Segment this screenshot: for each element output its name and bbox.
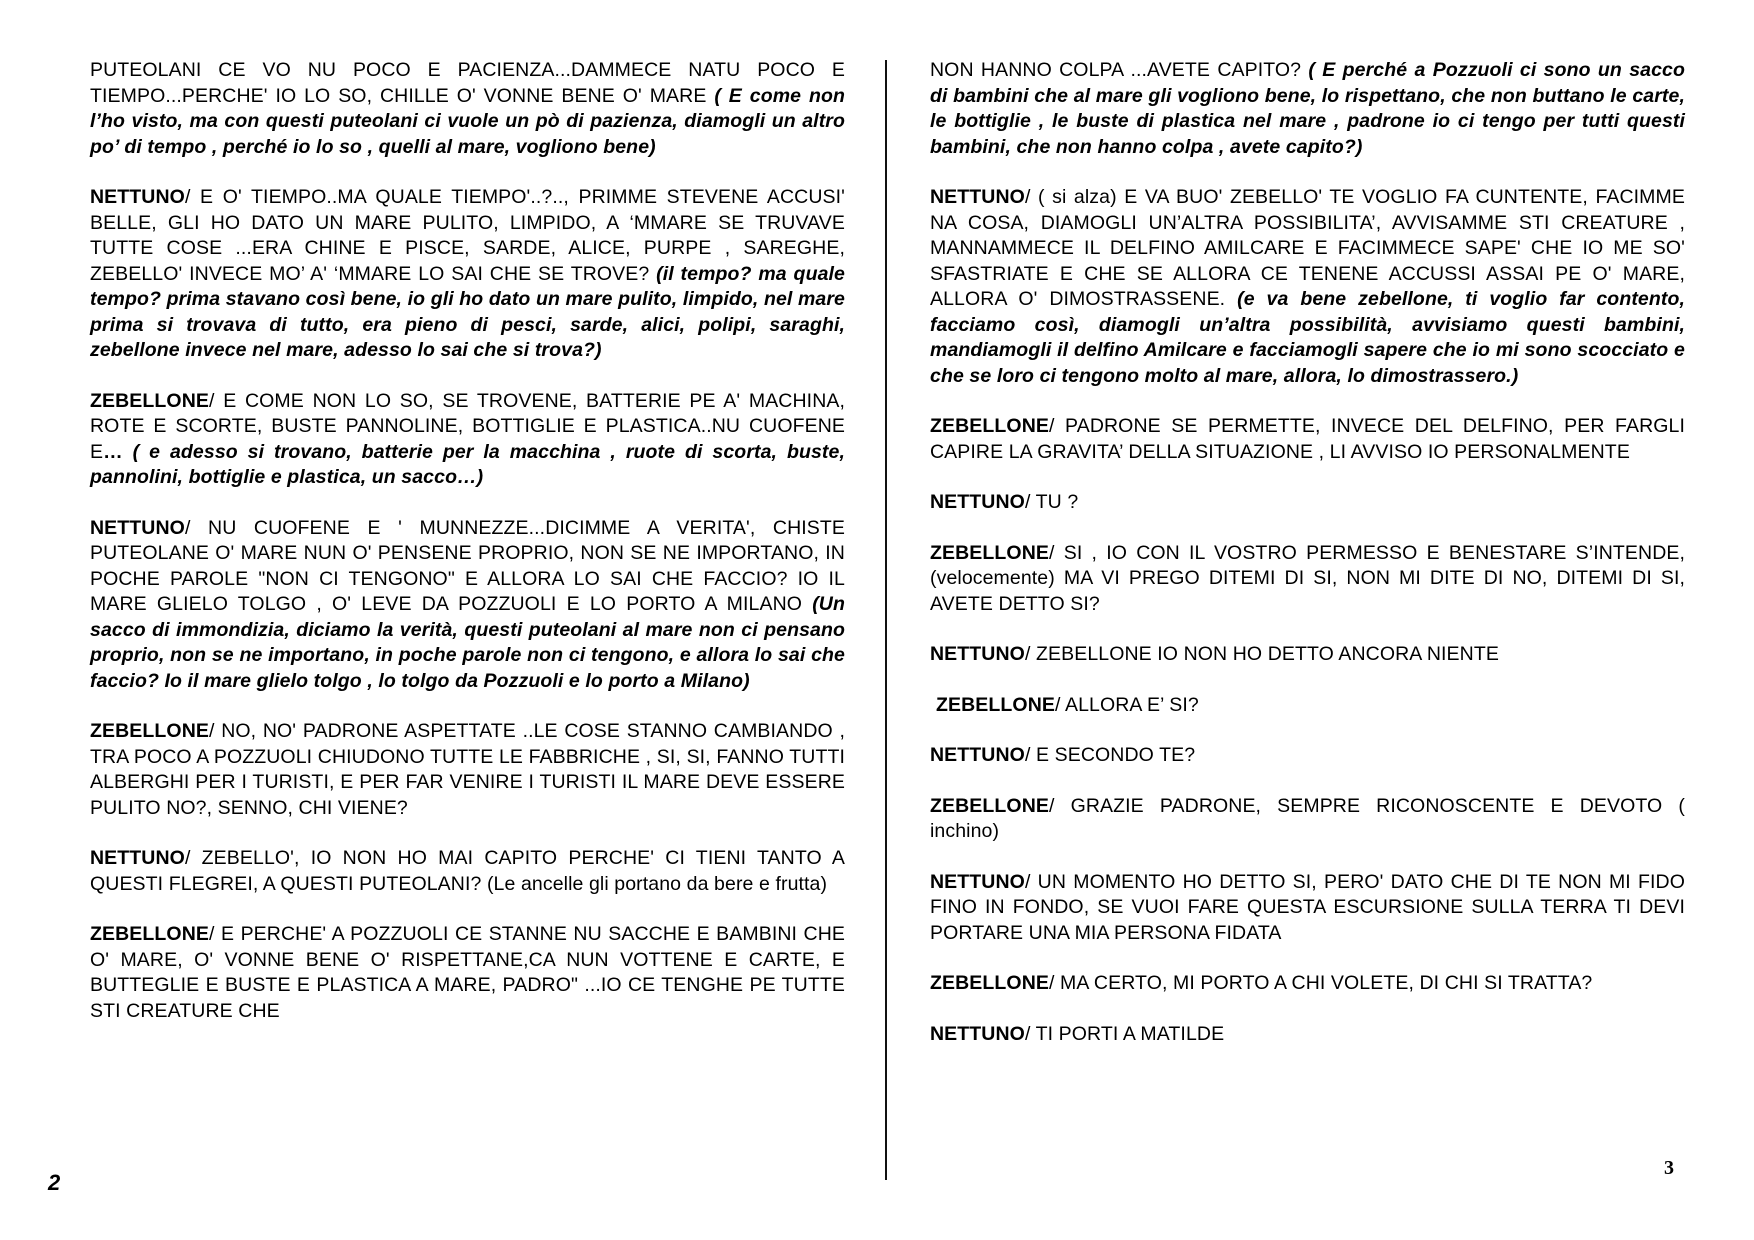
column-divider	[885, 60, 887, 1180]
speaker-name: NETTUNO	[930, 491, 1025, 513]
dialogue-text: / TI PORTI A MATILDE	[1024, 1022, 1225, 1045]
dialogue-text: /	[1024, 186, 1038, 208]
speaker-name: ZEBELLONE	[936, 693, 1055, 716]
dialogue-text: / E PERCHE' A POZZUOLI CE STANNE NU SACCHE E BAMBINI CHE O' MARE, O' VONNE BENE O' RISPETTANE,CA NUN VOTTENE E CARTE, E BUTTEGLIE E BUSTE E PLASTICA A MARE, PADRO" ...IO CE TENGHE PE TUTTE STI CREATURE CHE	[90, 923, 845, 1022]
speaker-name: NETTUNO	[930, 643, 1025, 665]
dialogue-text: PUTEOLANI CE VO NU POCO E PACIENZA...DAMMECE NATU POCO E TIEMPO...PERCHE' IO LO SO, CHILLE O' VONNE BENE O' MARE	[90, 59, 845, 107]
script-paragraph	[930, 642, 1685, 668]
italian-translation: ( E come non l’ho visto, ma con questi puteolani ci vuole un pò di pazienza, diamogli un altro po’ di tempo , perché io lo so , quelli al mare, vogliono bene)	[90, 84, 845, 158]
speaker-name: NETTUNO	[90, 847, 185, 869]
script-paragraph	[930, 971, 1685, 997]
script-paragraph	[90, 58, 845, 160]
speaker-name: ZEBELLONE	[90, 923, 209, 945]
script-paragraph	[930, 185, 1685, 389]
stage-direction: ( si alza)	[1038, 186, 1117, 208]
speaker-name: ZEBELLONE	[930, 415, 1049, 437]
dialogue-text: / PADRONE SE PERMETTE, INVECE DEL DELFINO, PER FARGLI CAPIRE LA GRAVITA’ DELLA SITUAZIONE , LI AVVISO IO PERSONALMENTE	[930, 415, 1685, 463]
script-paragraph	[930, 414, 1685, 465]
dialogue-text: / ALLORA E’ SI?	[1055, 693, 1199, 716]
script-paragraph	[90, 846, 845, 897]
italian-translation: (e va bene zebellone, ti voglio far contento, facciamo così, diamogli un’altra possibilità, avvisiamo questi bambini, mandiamogli il delfino Amilcare e facciamogli sapere che io mi sono scocciato e che se loro ci tengono molto al mare, allora, lo dimostrassero.)	[930, 288, 1685, 387]
speaker-name: ZEBELLONE	[90, 720, 209, 742]
left-page-column	[90, 58, 845, 1049]
dialogue-text: / E SECONDO TE?	[1024, 744, 1196, 766]
italian-translation: ( e adesso si trovano, batterie per la macchina , ruote di scorta, buste, pannolini, bottiglie e plastica, un sacco…)	[90, 440, 845, 488]
script-paragraph	[930, 743, 1685, 769]
script-paragraph	[930, 490, 1685, 516]
dialogue-text: / UN MOMENTO HO DETTO SI, PERO' DATO CHE DI TE NON MI FIDO FINO IN FONDO, SE VUOI FARE QUESTA ESCURSIONE SULLA TERRA TI DEVI PORTARE UNA MIA PERSONA FIDATA	[930, 870, 1685, 944]
script-paragraph	[90, 389, 845, 491]
speaker-name: NETTUNO	[930, 744, 1025, 766]
script-paragraph	[930, 870, 1685, 947]
script-paragraph	[930, 693, 1685, 719]
script-paragraph	[930, 541, 1685, 618]
speaker-name: NETTUNO	[930, 1022, 1025, 1045]
dialogue-text: / ZEBELLONE IO NON HO DETTO ANCORA NIENTE	[1024, 643, 1499, 665]
italian-translation: (Un sacco di immondizia, diciamo la verità, questi puteolani al mare non ci pensano proprio, non se ne importano, in poche parole non ci tengono, e allora lo sai che faccio? Io il mare glielo tolgo , lo tolgo da Pozzuoli e lo porto a Milano)	[90, 593, 845, 692]
speaker-name: ZEBELLONE	[930, 972, 1049, 994]
script-paragraph	[930, 58, 1685, 160]
script-paragraph	[90, 719, 845, 821]
dialogue-text: MA VI PREGO DITEMI DI SI, NON MI DITE DI NO, DITEMI DI SI, AVETE DETTO SI?	[930, 567, 1685, 615]
speaker-name: NETTUNO	[90, 516, 185, 539]
right-page-column	[930, 58, 1685, 1072]
stage-direction: (velocemente)	[930, 567, 1055, 589]
page-number-right: 3	[1664, 1157, 1674, 1179]
dialogue-text: / SI , IO CON IL VOSTRO PERMESSO E BENESTARE S’INTENDE,	[1049, 541, 1685, 564]
dialogue-text: NON HANNO COLPA ...AVETE CAPITO?	[930, 59, 1309, 81]
script-paragraph	[90, 185, 845, 364]
speaker-name: ZEBELLONE	[930, 541, 1049, 564]
ellipsis: …	[103, 440, 123, 463]
speaker-name: NETTUNO	[930, 186, 1025, 208]
script-paragraph	[930, 794, 1685, 845]
dialogue-text: / NU CUOFENE E ' MUNNEZZE...DICIMME A VERITA', CHISTE PUTEOLANE O' MARE NUN O' PENSENE PROPRIO, NON SE NE IMPORTANO, IN POCHE PAROLE "NON CI TENGONO" E ALLORA LO SAI CHE FACCIO? IO IL MARE GLIELO TOLGO , O' LEVE DA POZZUOLI E LO PORTO A MILANO	[90, 516, 845, 615]
stage-direction: (Le ancelle gli portano da bere e frutta)	[486, 872, 828, 895]
speaker-name: ZEBELLONE	[930, 794, 1049, 817]
page-number-left: 2	[48, 1170, 61, 1195]
stage-direction: ( inchino)	[930, 794, 1685, 842]
dialogue-text: / TU ?	[1024, 491, 1079, 513]
dialogue-text: / MA CERTO, MI PORTO A CHI VOLETE, DI CHI SI TRATTA?	[1049, 972, 1593, 994]
speaker-name: ZEBELLONE	[90, 389, 209, 412]
dialogue-text: / NO, NO' PADRONE ASPETTATE ..LE COSE STANNO CAMBIANDO , TRA POCO A POZZUOLI CHIUDONO TUTTE LE FABBRICHE , SI, SI, FANNO TUTTI ALBERGHI PER I TURISTI, E PER FAR VENIRE I TURISTI IL MARE DEVE ESSERE PULITO NO?, SENNO, CHI VIENE?	[90, 720, 845, 819]
dialogue-text: / GRAZIE PADRONE, SEMPRE RICONOSCENTE E DEVOTO	[1049, 794, 1679, 817]
dialogue-text: / ZEBELLO', IO NON HO MAI CAPITO PERCHE' CI TIENI TANTO A QUESTI FLEGREI, A QUESTI PUTEOLANI?	[90, 847, 845, 895]
script-paragraph	[90, 922, 845, 1024]
dialogue-text: / E COME NON LO SO, SE TROVENE, BATTERIE PE A' MACHINA, ROTE E SCORTE, BUSTE PANNOLINE, BOTTIGLIE E PLASTICA..NU CUOFENE E	[90, 389, 845, 463]
script-paragraph	[90, 516, 845, 695]
speaker-name: NETTUNO	[930, 870, 1025, 893]
speaker-name: NETTUNO	[90, 186, 185, 208]
italian-translation: (il tempo? ma quale tempo? prima stavano così bene, io gli ho dato un mare pulito, limpido, nel mare prima si trovava di tutto, era pieno di pesci, sarde, alici, polipi, saraghi, zebellone invece nel mare, adesso lo sai che si trova?)	[90, 262, 845, 361]
dialogue-text: E VA BUO' ZEBELLO' TE VOGLIO FA CUNTENTE, FACIMME NA COSA, DIAMOGLI UN’ALTRA POSSIBILITA’, AVVISAMME STI CREATURE , MANNAMMECE IL DELFINO AMILCARE E FACIMMECE SAPE' CHE IO ME SO' SFASTRIATE E CHE SE ALLORA CE TENENE ACCUSSI ASSAI PE O' MARE, ALLORA O' DIMOSTRASSENE.	[930, 186, 1685, 310]
italian-translation: ( E perché a Pozzuoli ci sono un sacco di bambini che al mare gli vogliono bene, lo rispettano, che non buttano le carte, le bottiglie , le buste di plastica nel mare , padrone io ci tengo per tutti questi bambini, che non hanno colpa , avete capito?)	[930, 59, 1685, 158]
script-paragraph	[930, 1022, 1685, 1048]
dialogue-text: / E O' TIEMPO..MA QUALE TIEMPO'..?.., PRIMME STEVENE ACCUSI' BELLE, GLI HO DATO UN MARE PULITO, LIMPIDO, A ‘MMARE SE TRUVAVE TUTTE COSE ...ERA CHINE E PISCE, SARDE, ALICE, PURPE , SAREGHE, ZEBELLO' INVECE MO’ A' ‘MMARE LO SAI CHE SE TROVE?	[90, 186, 845, 285]
